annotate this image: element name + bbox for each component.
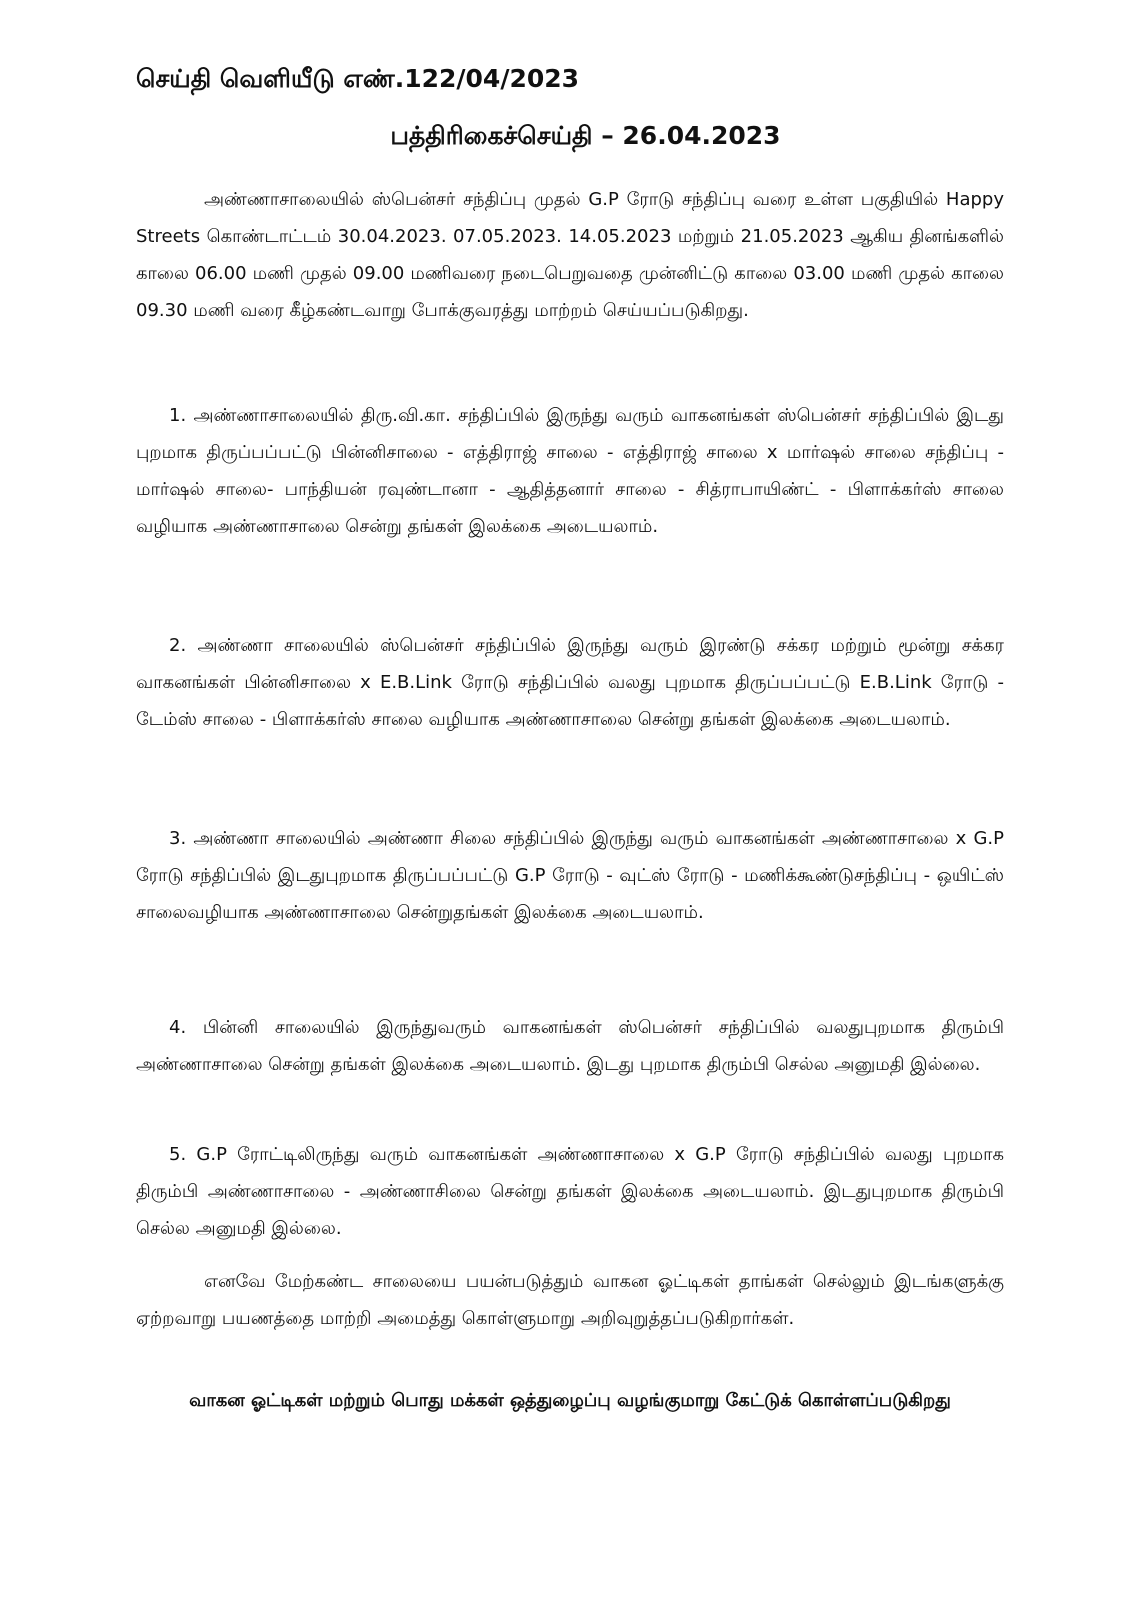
outro-paragraph: எனவே மேற்கண்ட சாலையை பயன்படுத்தும் வாகன ஓட்டிகள் தாங்கள் செல்லும் இடங்களுக்கு ஏற்றவாறு பயணத்தை மாற்றி அமைத்து கொள்ளுமாறு அறிவுறுத்தப்படுகிறார்கள். xyxy=(136,1271,1004,1329)
item-number: 1. xyxy=(169,405,187,426)
item-number: 2. xyxy=(169,635,187,656)
item-text: பின்னி சாலையில் இருந்துவரும் வாகனங்கள் ஸ்பென்சர் சந்திப்பில் வலதுபுறமாக திரும்பி அண்ணாசாலை சென்று தங்கள் இலக்கை அடையலாம். இடது புறமாக திரும்பி செல்ல அனுமதி இல்லை. xyxy=(136,1017,1004,1075)
release-number: செய்தி வெளியீடு எண்.122/04/2023 xyxy=(136,64,580,93)
item-number: 5. xyxy=(169,1144,187,1165)
list-item xyxy=(136,1136,1004,1247)
item-text: G.P ரோட்டிலிருந்து வரும் வாகனங்கள் அண்ணாசாலை x G.P ரோடு சந்திப்பில் வலது புறமாக திரும்பி அண்ணாசாலை - அண்ணாசிலை சென்று தங்கள் இலக்கை அடையலாம். இடதுபுறமாக திரும்பி செல்ல அனுமதி இல்லை. xyxy=(136,1144,1004,1239)
item-number: 3. xyxy=(169,828,187,849)
item-text: அண்ணா சாலையில் ஸ்பென்சர் சந்திப்பில் இருந்து வரும் இரண்டு சக்கர மற்றும் மூன்று சக்கர வாகனங்கள் பின்னிசாலை x E.B.Link ரோடு சந்திப்பில் வலது புறமாக திருப்பப்பட்டு E.B.Link ரோடு - டேம்ஸ் சாலை - பிளாக்கர்ஸ் சாலை வழியாக அண்ணாசாலை சென்று தங்கள் இலக்கை அடையலாம். xyxy=(136,635,1004,730)
press-release-title: பத்திரிகைச்செய்தி – 26.04.2023 xyxy=(390,121,781,150)
item-text: அண்ணா சாலையில் அண்ணா சிலை சந்திப்பில் இருந்து வரும் வாகனங்கள் அண்ணாசாலை x G.P ரோடு சந்திப்பில் இடதுபுறமாக திருப்பப்பட்டு G.P ரோடு - வுட்ஸ் ரோடு - மணிக்கூண்டுசந்திப்பு - ஒயிட்ஸ் சாலைவழியாக அண்ணாசாலை சென்றுதங்கள் இலக்கை அடையலாம். xyxy=(136,828,1004,923)
closing-request: வாகன ஓட்டிகள் மற்றும் பொது மக்கள் ஒத்துழைப்பு வழங்குமாறு கேட்டுக் கொள்ளப்படுகிறது xyxy=(189,1390,951,1411)
list-item xyxy=(136,1009,1004,1083)
item-number: 4. xyxy=(169,1017,187,1038)
intro-paragraph: அண்ணாசாலையில் ஸ்பென்சர் சந்திப்பு முதல் G.P ரோடு சந்திப்பு வரை உள்ள பகுதியில் Happy Streets கொண்டாட்டம் 30.04.2023. 07.05.2023. 14.05.2023 மற்றும் 21.05.2023 ஆகிய தினங்களில் காலை 06.00 மணி முதல் 09.00 மணிவரை நடைபெறுவதை முன்னிட்டு காலை 03.00 மணி முதல் காலை 09.30 மணி வரை கீழ்கண்டவாறு போக்குவரத்து மாற்றம் செய்யப்படுகிறது. xyxy=(136,189,1005,321)
list-item xyxy=(136,397,1004,545)
list-item xyxy=(136,627,1004,738)
item-text: அண்ணாசாலையில் திரு.வி.கா. சந்திப்பில் இருந்து வரும் வாகனங்கள் ஸ்பென்சர் சந்திப்பில் இடது புறமாக திருப்பப்பட்டு பின்னிசாலை - எத்திராஜ் சாலை - எத்திராஜ் சாலை x மார்ஷல் சாலை சந்திப்பு - மார்ஷல் சாலை- பாந்தியன் ரவுண்டானா - ஆதித்தனார் சாலை - சித்ராபாயிண்ட் - பிளாக்கர்ஸ் சாலை வழியாக அண்ணாசாலை சென்று தங்கள் இலக்கை அடையலாம். xyxy=(136,405,1004,537)
list-item xyxy=(136,820,1004,931)
